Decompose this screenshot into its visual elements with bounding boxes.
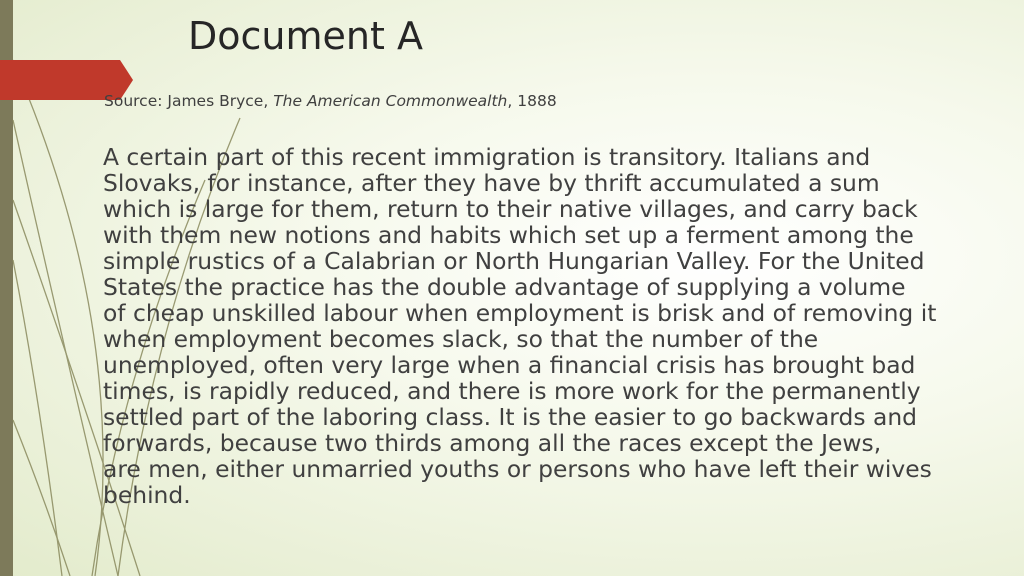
- slide-title: Document A: [188, 14, 423, 58]
- body-line: unemployed, often very large when a financial crisis has brought bad: [103, 351, 916, 379]
- source-year: , 1888: [507, 92, 557, 110]
- body-line: are men, either unmarried youths or persons who have left their wives: [103, 455, 932, 483]
- body-line: States the practice has the double advantage of supplying a volume: [103, 273, 906, 301]
- body-line: times, is rapidly reduced, and there is more work for the permanently: [103, 377, 921, 405]
- body-line: Slovaks, for instance, after they have by thrift accumulated a sum: [103, 169, 880, 197]
- body-line: behind.: [103, 481, 191, 509]
- document-body: [103, 144, 1015, 508]
- body-line: settled part of the laboring class. It is the easier to go backwards and: [103, 403, 917, 431]
- body-line: when employment becomes slack, so that the number of the: [103, 325, 819, 353]
- body-line: forwards, because two thirds among all the races except the Jews,: [103, 429, 882, 457]
- source-work-title: The American Commonwealth: [273, 92, 508, 110]
- body-line: A certain part of this recent immigration is transitory. Italians and: [103, 143, 871, 171]
- body-line: with them new notions and habits which set up a ferment among the: [103, 221, 914, 249]
- body-line: of cheap unskilled labour when employment is brisk and of removing it: [103, 299, 937, 327]
- body-line: which is large for them, return to their native villages, and carry back: [103, 195, 918, 223]
- body-line: simple rustics of a Calabrian or North Hungarian Valley. For the United: [103, 247, 925, 275]
- source-citation: [104, 92, 557, 110]
- source-prefix: Source: James Bryce,: [104, 92, 274, 110]
